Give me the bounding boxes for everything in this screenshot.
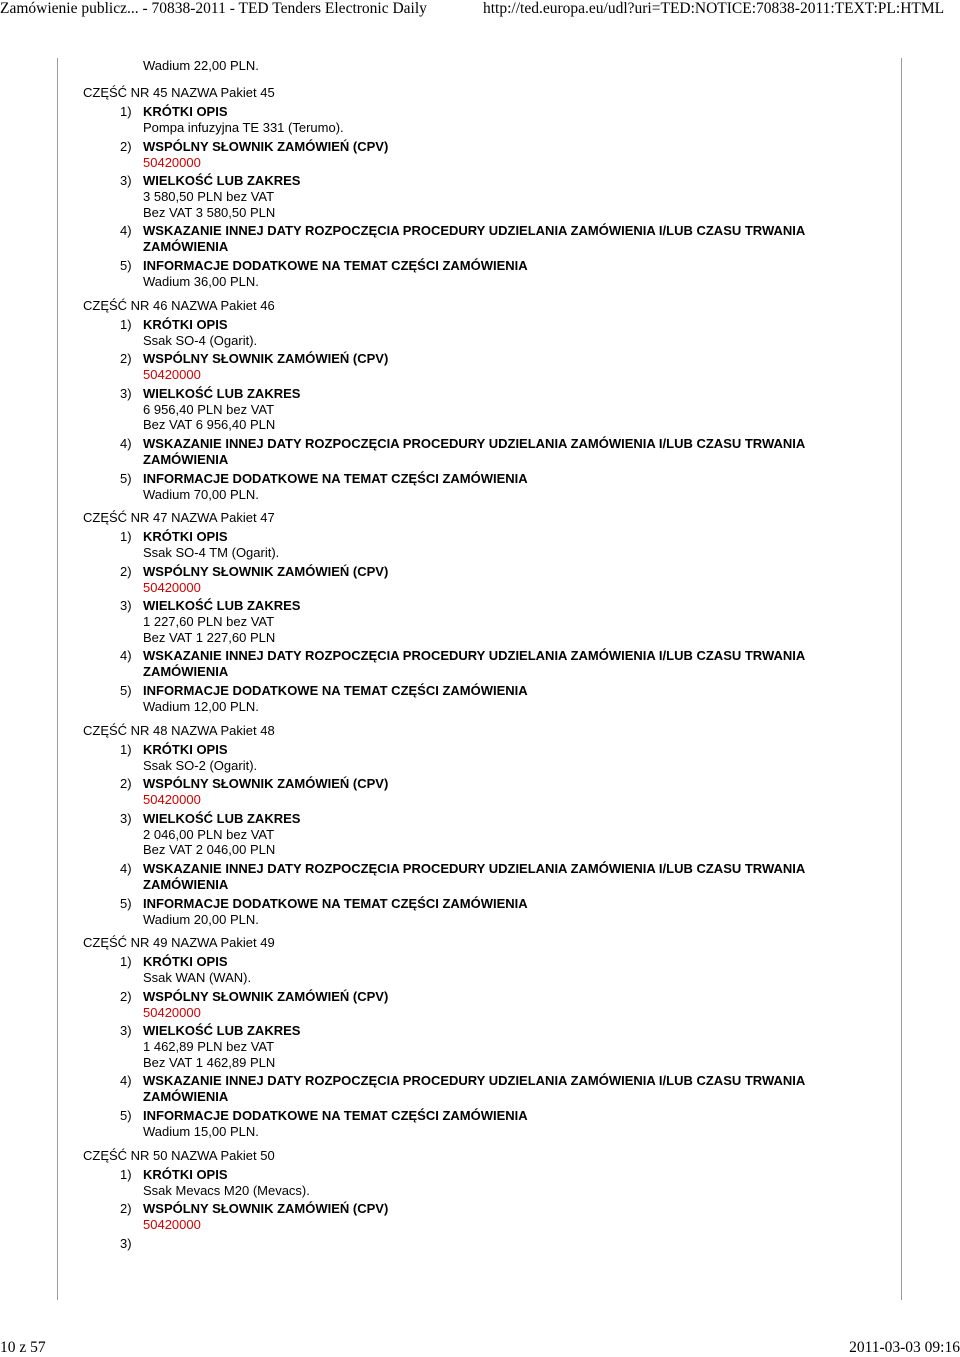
item-number: 5) <box>120 1108 132 1123</box>
item-quantity <box>120 386 883 433</box>
part-title: CZĘŚĆ NR 49 NAZWA Pakiet 49 <box>83 935 275 950</box>
item-value: Wadium 12,00 PLN. <box>143 699 259 714</box>
item-value: Ssak SO-4 TM (Ogarit). <box>143 545 280 560</box>
item-heading: WSPÓLNY SŁOWNIK ZAMÓWIEŃ (CPV) <box>143 776 389 791</box>
item-heading: INFORMACJE DODATKOWE NA TEMAT CZĘŚCI ZAMÓWIENIA <box>143 470 528 486</box>
item-number: 1) <box>120 529 132 544</box>
item-value: Bez VAT 1 227,60 PLN <box>143 629 276 645</box>
item-additional-info <box>120 896 883 928</box>
cpv-code: 50420000 <box>143 579 201 595</box>
item-number: 1) <box>120 1166 132 1182</box>
lead-text: Wadium 22,00 PLN. <box>143 58 259 73</box>
item-number: 5) <box>120 895 132 911</box>
part-48 <box>83 723 883 928</box>
item-number: 3) <box>120 1023 132 1038</box>
item-heading: WIELKOŚĆ LUB ZAKRES <box>143 810 301 826</box>
page-footer <box>0 1337 960 1357</box>
header-url[interactable]: http://ted.europa.eu/udl?uri=TED:NOTICE:70838-2011:TEXT:PL:HTML <box>483 0 945 17</box>
item-value: Bez VAT 2 046,00 PLN <box>143 842 276 857</box>
item-value: Ssak SO-2 (Ogarit). <box>143 757 258 773</box>
page-header <box>0 0 960 20</box>
item-heading: WSPÓLNY SŁOWNIK ZAMÓWIEŃ (CPV) <box>143 351 389 366</box>
item-short-description <box>120 529 883 561</box>
item-number: 1) <box>120 741 132 757</box>
header-title: Zamówienie publicz... - 70838-2011 - TED Tenders Electronic Daily <box>0 0 427 17</box>
part-title: CZĘŚĆ NR 48 NAZWA Pakiet 48 <box>83 722 275 738</box>
item-value: 1 462,89 PLN bez VAT <box>143 1039 275 1054</box>
item-heading: WIELKOŚĆ LUB ZAKRES <box>143 173 301 188</box>
item-number: 2) <box>120 1201 132 1216</box>
item-number: 4) <box>120 648 132 663</box>
item-heading: WSPÓLNY SŁOWNIK ZAMÓWIEŃ (CPV) <box>143 563 389 579</box>
item-additional-info <box>120 1108 883 1140</box>
item-number: 4) <box>120 860 132 876</box>
item-number: 3) <box>120 385 132 401</box>
cpv-code: 50420000 <box>143 1004 201 1020</box>
item-heading: KRÓTKI OPIS <box>143 1166 228 1182</box>
item-quantity <box>120 598 883 645</box>
item-number: 2) <box>120 351 132 366</box>
cpv-code: 50420000 <box>143 367 201 382</box>
item-value: Pompa infuzyjna TE 331 (Terumo). <box>143 120 344 135</box>
item-heading: WIELKOŚĆ LUB ZAKRES <box>143 385 301 401</box>
item-quantity <box>120 811 883 858</box>
item-value: Ssak Mevacs M20 (Mevacs). <box>143 1182 310 1198</box>
item-number: 4) <box>120 1073 132 1088</box>
item-heading: INFORMACJE DODATKOWE NA TEMAT CZĘŚCI ZAMÓWIENIA <box>143 1108 528 1123</box>
item-heading: KRÓTKI OPIS <box>143 741 228 757</box>
item-heading: WSKAZANIE INNEJ DATY ROZPOCZĘCIA PROCEDURY UDZIELANIA ZAMÓWIENIA I/LUB CZASU TRWANIA ZAMÓWIENIA <box>143 435 805 467</box>
item-cpv <box>120 1201 883 1233</box>
item-number: 1) <box>120 316 132 332</box>
part-47 <box>83 510 883 715</box>
item-number: 2) <box>120 776 132 791</box>
item-number: 5) <box>120 683 132 698</box>
item-value: Ssak WAN (WAN). <box>143 970 252 985</box>
part-49 <box>83 935 883 1140</box>
item-short-description <box>120 954 883 986</box>
item-quantity <box>120 173 883 220</box>
item-heading: INFORMACJE DODATKOWE NA TEMAT CZĘŚCI ZAMÓWIENIA <box>143 895 528 911</box>
item-short-description <box>120 742 883 774</box>
item-value: Wadium 36,00 PLN. <box>143 274 259 289</box>
item-number: 4) <box>120 223 132 238</box>
item-heading: WSPÓLNY SŁOWNIK ZAMÓWIEŃ (CPV) <box>143 138 389 154</box>
item-number: 1) <box>120 954 132 969</box>
item-value: 1 227,60 PLN bez VAT <box>143 614 275 629</box>
item-number: 3) <box>120 1235 132 1251</box>
item-number: 2) <box>120 988 132 1004</box>
item-additional-info <box>120 471 883 503</box>
item-number: 2) <box>120 563 132 579</box>
item-heading: KRÓTKI OPIS <box>143 529 228 544</box>
item-heading: WIELKOŚĆ LUB ZAKRES <box>143 1023 301 1038</box>
item-heading: INFORMACJE DODATKOWE NA TEMAT CZĘŚCI ZAMÓWIENIA <box>143 258 528 273</box>
item-additional-info <box>120 258 883 290</box>
item-value: Bez VAT 3 580,50 PLN <box>143 204 276 220</box>
part-title: CZĘŚĆ NR 47 NAZWA Pakiet 47 <box>83 510 275 525</box>
item-number: 4) <box>120 435 132 451</box>
item-additional-info <box>120 683 883 715</box>
item-dates <box>120 861 883 893</box>
part-title: CZĘŚĆ NR 45 NAZWA Pakiet 45 <box>83 85 275 100</box>
item-short-description <box>120 1167 883 1199</box>
cpv-code: 50420000 <box>143 792 201 807</box>
item-value: Wadium 70,00 PLN. <box>143 486 259 502</box>
item-value: 6 956,40 PLN bez VAT <box>143 401 275 417</box>
item-heading: KRÓTKI OPIS <box>143 954 228 969</box>
item-heading: WSKAZANIE INNEJ DATY ROZPOCZĘCIA PROCEDURY UDZIELANIA ZAMÓWIENIA I/LUB CZASU TRWANIA ZAMÓWIENIA <box>143 1073 805 1104</box>
item-number: 1) <box>120 104 132 119</box>
item-dates <box>120 436 883 468</box>
content-box <box>57 58 902 1300</box>
part-50 <box>83 1147 883 1251</box>
item-value: Bez VAT 6 956,40 PLN <box>143 417 276 432</box>
item-number: 3) <box>120 598 132 613</box>
item-value: Bez VAT 1 462,89 PLN <box>143 1054 276 1070</box>
item-dates <box>120 1073 883 1105</box>
item-heading: WSKAZANIE INNEJ DATY ROZPOCZĘCIA PROCEDURY UDZIELANIA ZAMÓWIENIA I/LUB CZASU TRWANIA ZAMÓWIENIA <box>143 223 805 254</box>
item-short-description <box>120 317 883 349</box>
item-cpv <box>120 989 883 1021</box>
cpv-code: 50420000 <box>143 154 201 170</box>
item-heading: WSPÓLNY SŁOWNIK ZAMÓWIEŃ (CPV) <box>143 1201 389 1216</box>
item-value: 2 046,00 PLN bez VAT <box>143 826 275 842</box>
content-inner <box>83 58 883 1251</box>
part-title: CZĘŚĆ NR 50 NAZWA Pakiet 50 <box>83 1147 275 1163</box>
item-heading: KRÓTKI OPIS <box>143 104 228 119</box>
cpv-code: 50420000 <box>143 1217 201 1232</box>
item-heading: WSPÓLNY SŁOWNIK ZAMÓWIEŃ (CPV) <box>143 988 389 1004</box>
item-number: 3) <box>120 173 132 188</box>
item-dates <box>120 648 883 680</box>
item-heading: WIELKOŚĆ LUB ZAKRES <box>143 598 301 613</box>
item-short-description <box>120 104 883 136</box>
item-heading: WSKAZANIE INNEJ DATY ROZPOCZĘCIA PROCEDURY UDZIELANIA ZAMÓWIENIA I/LUB CZASU TRWANIA ZAMÓWIENIA <box>143 860 805 892</box>
item-dates <box>120 223 883 255</box>
item-cpv <box>120 564 883 596</box>
part-title: CZĘŚĆ NR 46 NAZWA Pakiet 46 <box>83 297 275 313</box>
item-value: Ssak SO-4 (Ogarit). <box>143 332 258 348</box>
part-45 <box>83 85 883 290</box>
print-datetime: 2011-03-03 09:16 <box>849 1339 960 1356</box>
item-number: 5) <box>120 258 132 273</box>
item-value: Wadium 20,00 PLN. <box>143 911 259 927</box>
item-quantity <box>120 1023 883 1070</box>
item-value: 3 580,50 PLN bez VAT <box>143 189 275 204</box>
item-number: 5) <box>120 470 132 486</box>
page-number: 10 z 57 <box>0 1339 46 1356</box>
item-heading: WSKAZANIE INNEJ DATY ROZPOCZĘCIA PROCEDURY UDZIELANIA ZAMÓWIENIA I/LUB CZASU TRWANIA ZAMÓWIENIA <box>143 648 805 679</box>
item-cpv <box>120 351 883 383</box>
item-heading: KRÓTKI OPIS <box>143 316 228 332</box>
item-number: 3) <box>120 810 132 826</box>
item-number: 2) <box>120 138 132 154</box>
item-value: Wadium 15,00 PLN. <box>143 1124 259 1139</box>
item-heading: INFORMACJE DODATKOWE NA TEMAT CZĘŚCI ZAMÓWIENIA <box>143 683 528 698</box>
part-46 <box>83 298 883 503</box>
item-cpv <box>120 776 883 808</box>
item-cpv <box>120 139 883 171</box>
